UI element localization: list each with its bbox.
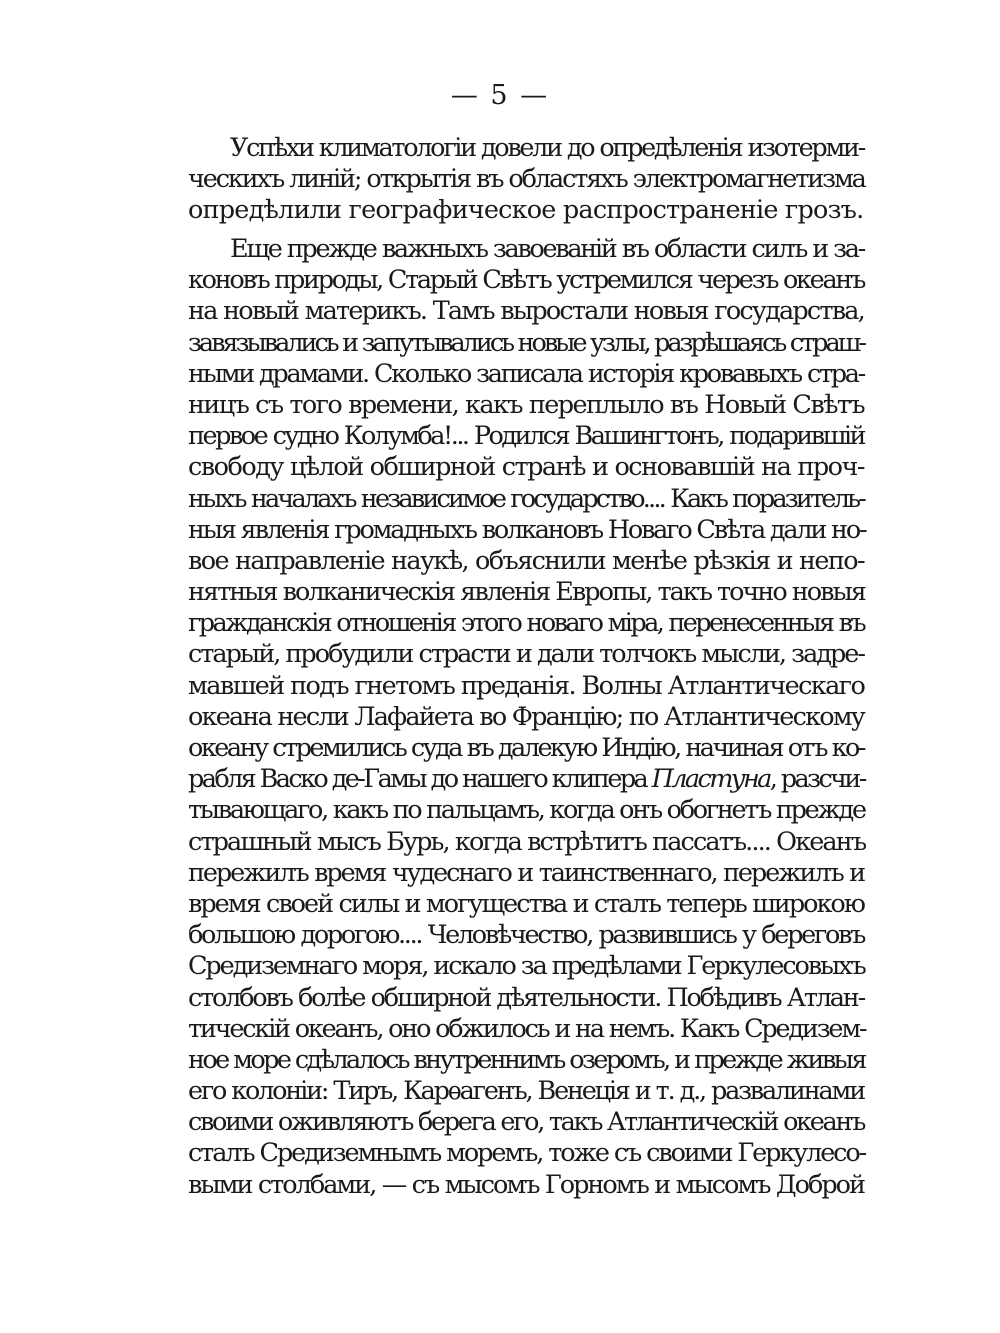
text-line: своими оживляютъ берега его, такъ Атлантическій океанъ [188,1107,865,1138]
text-line: пережилъ время чудеснаго и таинственнаго, пережилъ и [188,857,864,888]
page-number: — 5 — [450,80,550,111]
text-line: ческихъ линій; открытія въ областяхъ электромагнетизма [188,164,865,195]
text-line: ныхъ началахъ независимое государство.... Какъ поразитель- [188,483,864,514]
text-line: нятныя волканическія явленія Европы, такъ точно новыя [188,577,865,608]
text-line: Средиземнаго моря, искало за предѣлами Геркулесовыхъ [188,951,865,982]
text-line: столбовъ болѣе обширной дѣятельности. Побѣдивъ Атлан- [188,982,864,1013]
text-line: ными драмами. Сколько записала исторія кровавыхъ стра- [188,358,864,389]
text-line: ныя явленія громадныхъ волкановъ Новаго Свѣта дали но- [188,514,866,545]
text-line: сталъ Средиземнымъ моремъ, тоже съ своими Геркулесо- [188,1138,866,1169]
text-line: вое направленіе наукѣ, объяснили менѣе рѣзкія и непо- [188,545,864,576]
text-line: океану стремились суда въ далекую Индію, начиная отъ ко- [188,733,864,763]
text-line: большою дорогою.... Человѣчество, развившись у береговъ [188,920,864,951]
paragraph-2 [188,234,864,1201]
text-line: время своей силы и могущества и сталъ теперь широкою [188,888,864,919]
text-line: Успѣхи климатологіи довели до опредѣленія изотерми- [230,133,864,163]
text-line: первое судно Колумба!... Родился Вашингтонъ, подарившій [188,421,864,452]
text-line: ное море сдѣлалось внутреннимъ озеромъ, и прежде живыя [188,1044,865,1075]
text-line: океана несли Лафайета во Францію; по Атлантическому [188,701,864,732]
text-line: выми столбами, — съ мысомъ Горномъ и мысомъ Доброй [188,1169,864,1200]
ship-name-italic: Пластуна [651,764,770,795]
text-line: тическій океанъ, оно обжилось и на немъ. Какъ Средизем- [188,1013,866,1044]
text-line: страшный мысъ Бурь, когда встрѣтитъ пассатъ.... Океанъ [188,826,866,857]
text-line: мавшей подъ гнетомъ преданія. Волны Атлантическаго [188,670,865,701]
text-line-with-italic [188,764,864,795]
text-line: тывающаго, какъ по пальцамъ, когда онъ обогнетъ прежде [188,795,865,826]
text-line: Еще прежде важныхъ завоеваній въ области силъ и за- [230,234,864,264]
text-line: свободу цѣлой обширной странѣ и основавшій на проч- [188,452,864,483]
text-line: ницъ съ того времени, какъ переплыло въ Новый Свѣтъ [188,389,864,420]
text-line: гражданскія отношенія этого новаго міра, перенесенныя въ [188,608,864,639]
text-segment: , разсчи- [769,764,865,795]
text-segment: рабля Васко де-Гамы до нашего клипера [188,764,652,795]
text-line: на новый материкъ. Тамъ выростали новыя государства, [188,296,864,327]
text-line: его колоніи: Тиръ, Карѳагенъ, Венеція и т. д., развалинами [188,1076,864,1107]
text-line: коновъ природы, Старый Свѣтъ устремился черезъ океанъ [188,265,864,296]
text-line: завязывались и запутывались новые узлы, разрѣшаясь страш- [188,327,864,358]
paragraph-1 [188,133,864,227]
text-line: старый, пробудили страсти и дали толчокъ мысли, задре- [188,639,864,670]
text-line: опредѣлили географическое распространеніе грозъ. [188,195,864,226]
